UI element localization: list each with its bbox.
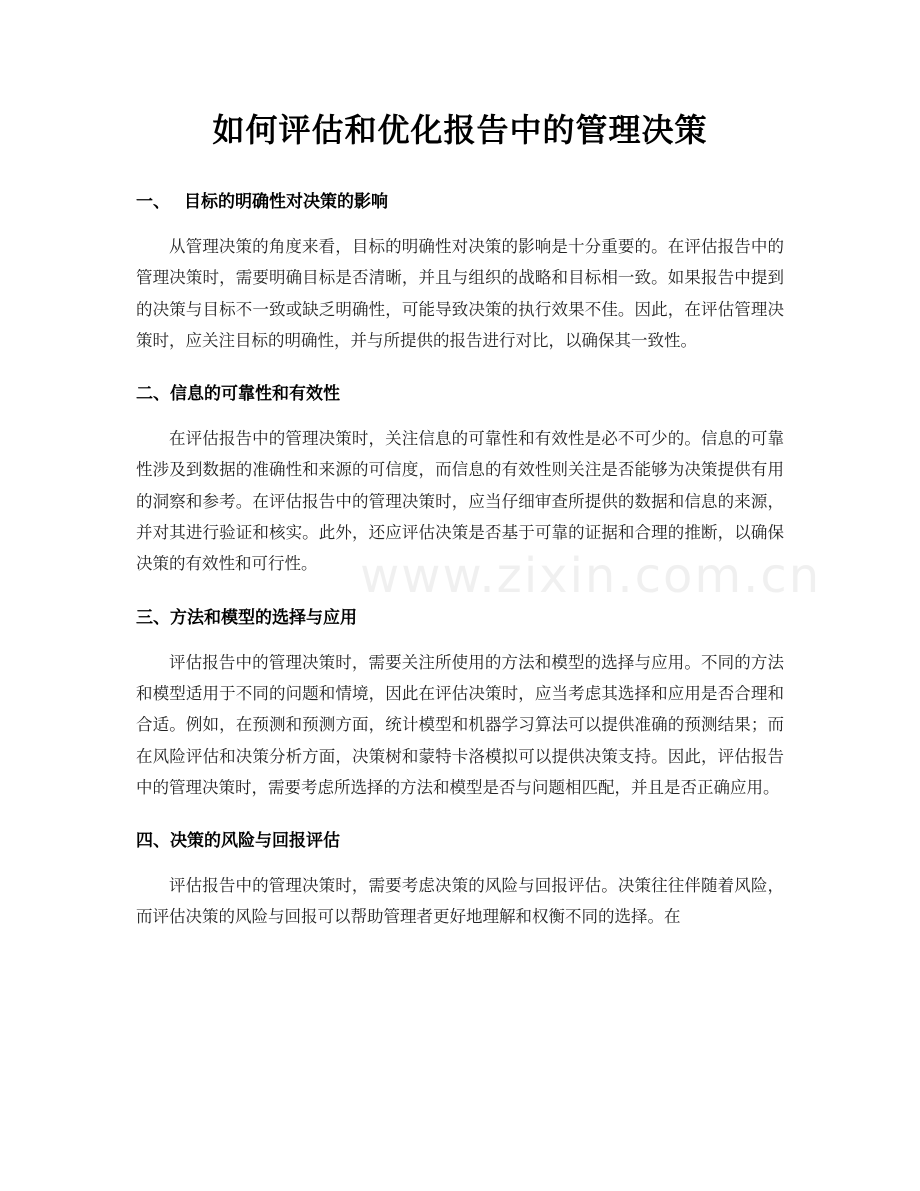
- section-1: [136, 188, 784, 356]
- section-number: 二、: [136, 384, 170, 405]
- document-body: [136, 188, 784, 933]
- section-paragraph: 评估报告中的管理决策时，需要关注所使用的方法和模型的选择与应用。不同的方法和模型适用于不同的问题和情境，因此在评估决策时，应当考虑其选择和应用是否合理和合适。例如，在预测和预测方面，统计模型和机器学习算法可以提供准确的预测结果；而在风险评估和决策分析方面，决策树和蒙特卡洛模拟可以提供决策支持。因此，评估报告中的管理决策时，需要考虑所选择的方法和模型是否与问题相匹配，并且是否正确应用。: [136, 652, 784, 797]
- section-heading: [136, 380, 784, 408]
- section-2: [136, 380, 784, 579]
- section-number: 四、: [136, 831, 170, 852]
- section-heading: [136, 604, 784, 632]
- section-heading-text: 信息的可靠性和有效性: [170, 384, 340, 405]
- section-number: 三、: [136, 607, 170, 628]
- section-heading-text: 目标的明确性对决策的影响: [184, 192, 388, 212]
- section-paragraph: 在评估报告中的管理决策时，关注信息的可靠性和有效性是必不可少的。信息的可靠性涉及到数据的准确性和来源的可信度，而信息的有效性则关注是否能够为决策提供有用的洞察和参考。在评估报告中的管理决策时，应当仔细审查所提供的数据和信息的来源，并对其进行验证和核实。此外，还应评估决策是否基于可靠的证据和合理的推断，以确保决策的有效性和可行性。: [136, 429, 784, 574]
- section-heading-text: 决策的风险与回报评估: [170, 831, 340, 852]
- section-heading: [136, 188, 784, 216]
- section-paragraph: 从管理决策的角度来看，目标的明确性对决策的影响是十分重要的。在评估报告中的管理决策时，需要明确目标是否清晰，并且与组织的战略和目标相一致。如果报告中提到的决策与目标不一致或缺乏明确性，可能导致决策的执行效果不佳。因此，在评估管理决策时，应关注目标的明确性，并与所提供的报告进行对比，以确保其一致性。: [136, 237, 784, 350]
- section-heading-text: 方法和模型的选择与应用: [170, 607, 357, 628]
- section-paragraph: 评估报告中的管理决策时，需要考虑决策的风险与回报评估。决策往往伴随着风险，而评估决策的风险与回报可以帮助管理者更好地理解和权衡不同的选择。在: [136, 876, 784, 927]
- section-4: [136, 827, 784, 933]
- section-heading: [136, 827, 784, 855]
- section-number: 一、: [136, 192, 170, 212]
- watermark: www.zixin.com.cn: [360, 548, 822, 604]
- page-title: 如何评估和优化报告中的管理决策: [212, 111, 708, 149]
- section-3: [136, 604, 784, 803]
